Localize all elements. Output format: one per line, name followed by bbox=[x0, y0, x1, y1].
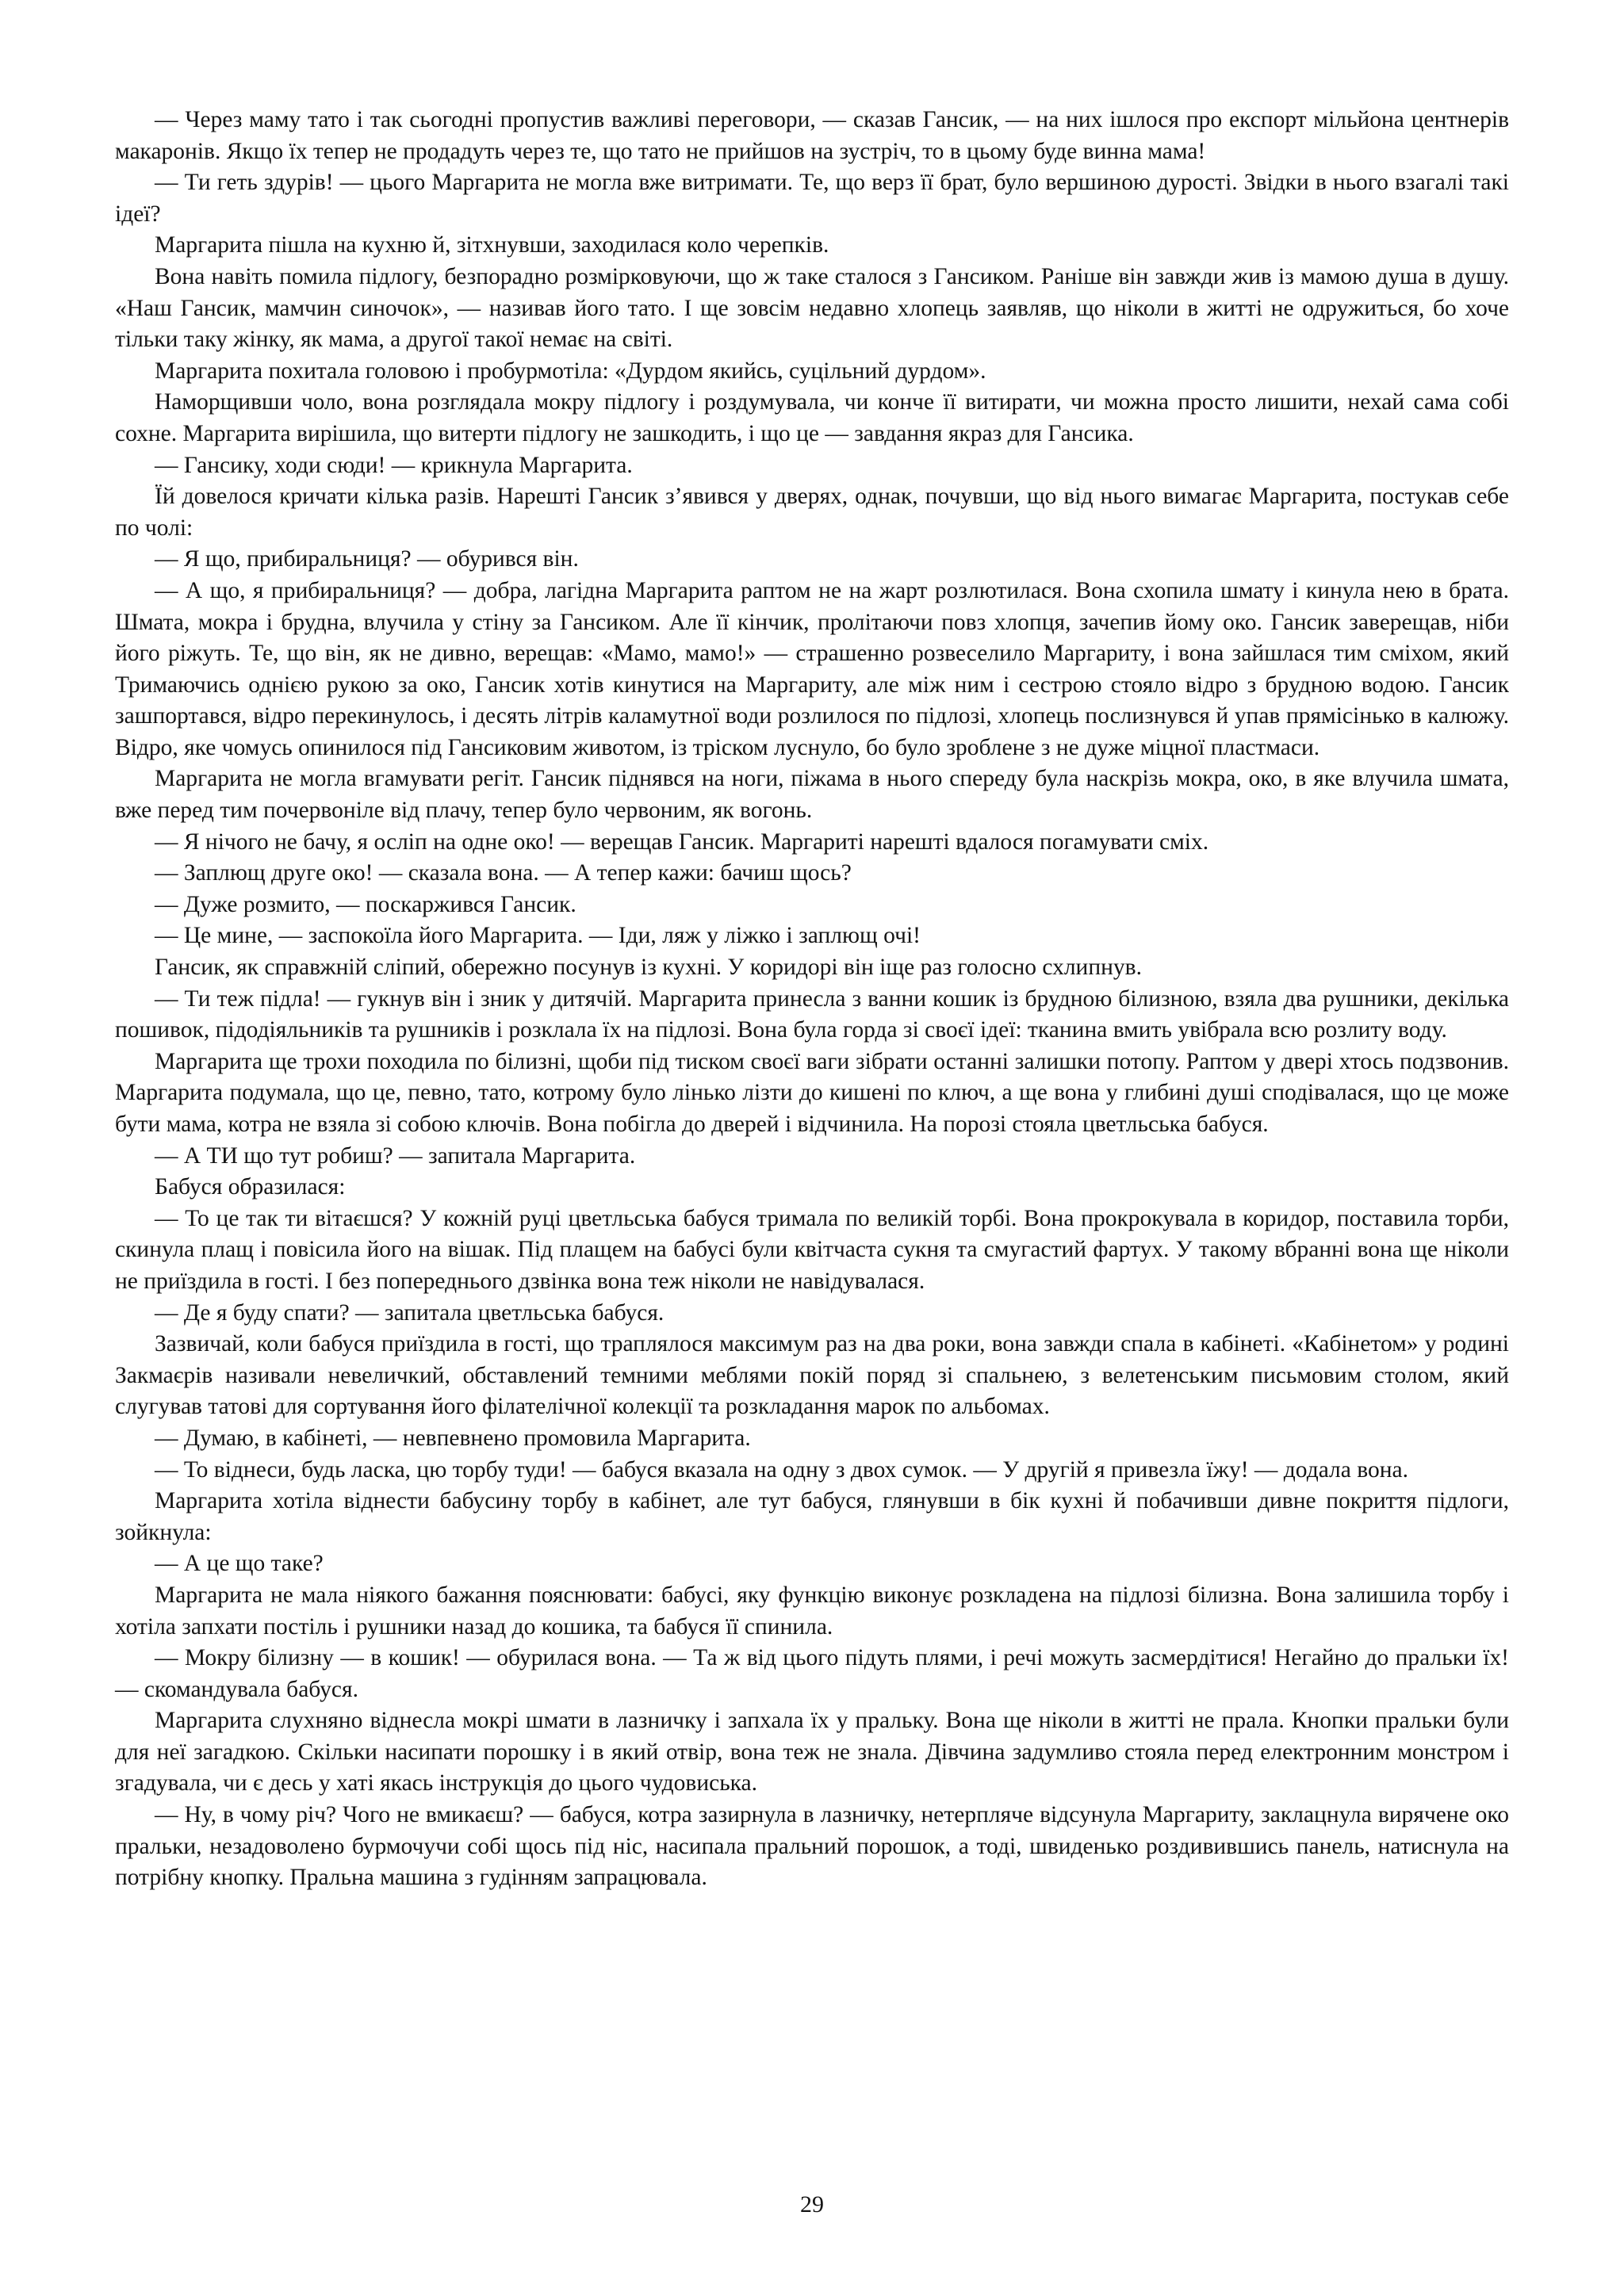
paragraph: Вона навіть помила підлогу, безпорадно розмірковуючи, що ж таке сталося з Гансиком. Раніше він завжди жив із мамою душа в душу. «Наш Гансик, мамчин синочок», — називав його тато. І ще зовсім недавно хлопець заявляв, що ніколи в житті не одружиться, бо хоче тільки таку жінку, як мама, а другої такої немає на світі. bbox=[115, 263, 1509, 353]
paragraph: — Ну, в чому річ? Чого не вмикаєш? — бабуся, котра зазирнула в лазничку, нетерпляче відсунула Маргариту, заклацнула вирячене око пральки, незадоволено бурмочучи собі щось під ніс, насипала пральний порошок, а тоді, швиденько роздивившись панель, натиснула на потрібну кнопку. Пральна машина з гудінням запрацювала. bbox=[115, 1802, 1509, 1891]
paragraph: — То це так ти вітаєшся? У кожній руці цветльська бабуся тримала по великій торбі. Вона прокрокувала в коридор, поставила торби, скинула плащ і повісила його на вішак. Під плащем на бабусі були квітчаста сукня та смугастий фартух. У такому вбранні вона ще ніколи не приїздила в гості. І без попереднього дзвінка вона теж ніколи не навідувалася. bbox=[115, 1205, 1509, 1294]
paragraph: Зазвичай, коли бабуся приїздила в гості, що траплялося максимум раз на два роки, вона завжди спала в кабінеті. «Кабінетом» у родині Закмаєрів називали невеличкий, обставлений темними меблями покій поряд зі спальнею, з велетенським письмовим столом, який слугував татові для сортування його філателічної колекції та розкладання марок по альбомах. bbox=[115, 1331, 1509, 1420]
paragraph: — Ти геть здурів! — цього Маргарита не могла вже витримати. Те, що верз її брат, було вершиною дурості. Звідки в нього взагалі такі ідеї? bbox=[115, 170, 1509, 227]
paragraph: — А це що таке? bbox=[155, 1551, 324, 1577]
paragraph: Маргарита ще трохи походила по білизні, щоби під тиском своєї ваги зібрати останні залишки потопу. Раптом у двері хтось подзвонив. Маргарита подумала, що це, певно, тато, котрому було лінько лізти до кишені по ключ, а ще вона у глибині душі сподівалася, що це може бути мама, котра не взяла зі собою ключів. Вона побігла до дверей і відчинила. На порозі стояла цветльська бабуся. bbox=[115, 1048, 1509, 1137]
paragraph: — Мокру білизну — в кошик! — обурилася вона. — Та ж від цього підуть плями, і речі можуть засмердітися! Негайно до пральки їх! — скомандувала бабуся. bbox=[115, 1645, 1509, 1702]
paragraph: Маргарита не мала ніякого бажання пояснювати: бабусі, яку функцію виконує розкладена на підлозі білизна. Вона залишила торбу і хотіла запхати постіль і рушники назад до кошика, та бабуся її спинила. bbox=[115, 1582, 1509, 1640]
paragraph: — Де я буду спати? — запитала цветльська бабуся. bbox=[155, 1299, 665, 1326]
paragraph: Маргарита не могла вгамувати регіт. Гансик піднявся на ноги, піжама в нього спереду була наскрізь мокра, око, в яке влучила шмата, вже перед тим почервоніле від плачу, тепер було червоним, як вогонь. bbox=[115, 766, 1509, 824]
paragraph: — Через маму тато і так сьогодні пропустив важливі переговори, — сказав Гансик, — на них ішлося про експорт мільйона центнерів макаронів. Якщо їх тепер не продадуть через те, що тато не прийшов на зустріч, то в цьому буде винна мама! bbox=[115, 107, 1509, 164]
paragraph: Маргарита хотіла віднести бабусину торбу в кабінет, але тут бабуся, глянувши в бік кухні й побачивши дивне покриття підлоги, зойкнула: bbox=[115, 1488, 1509, 1545]
paragraph: Маргарита похитала головою і пробурмотіла: «Дурдом якийсь, суцільний дурдом». bbox=[155, 358, 986, 384]
paragraph: — Гансику, ходи сюди! — крикнула Маргарита. bbox=[155, 452, 633, 478]
page-number: 29 bbox=[800, 2191, 824, 2218]
paragraph: Гансик, як справжній сліпий, обережно посунув із кухні. У коридорі він іще раз голосно схлипнув. bbox=[155, 955, 1142, 981]
paragraph: — То віднеси, будь ласка, цю торбу туди! — бабуся вказала на одну з двох сумок. — У другій я привезла їжу! — додала вона. bbox=[155, 1456, 1408, 1483]
paragraph: — А що, я прибиральниця? — добра, лагідна Маргарита раптом не на жарт розлютилася. Вона схопила шмату і кинула нею в брата. Шмата, мокра і брудна, влучила у стіну за Гансиком. Але її кінчик, пролітаючи повз хлопця, зачепив йому око. Гансик заверещав, ніби його ріжуть. Те, що він, як не дивно, верещав: «Мамо, мамо!» — страшенно розвеселило Маргариту, і вона зайшлася тим сміхом, який Тримаючись однією рукою за око, Гансик хотів кинутися на Маргариту, але між ним і сестрою стояло відро з брудною водою. Гансик зашпортався, відро перекинулось, і десять літрів каламутної води розлилося по підлозі, хлопець послизнувся й упав прямісінько в калюжу. Відро, яке чомусь опинилося під Гансиковим животом, із тріском луснуло, бо було зроблене з не дуже міцної пластмаси. bbox=[115, 577, 1509, 760]
paragraph: — Дуже розмито, — поскаржився Гансик. bbox=[155, 891, 576, 917]
paragraph: — Я нічого не бачу, я осліп на одне око! — верещав Гансик. Маргариті нарешті вдалося погамувати сміх. bbox=[155, 828, 1209, 855]
paragraph: Їй довелося кричати кілька разів. Нарешті Гансик з’явився у дверях, однак, почувши, що від нього вимагає Маргарита, постукав себе по чолі: bbox=[115, 484, 1509, 541]
paragraph: Маргарита пішла на кухню й, зітхнувши, заходилася коло черепків. bbox=[155, 232, 829, 258]
paragraph: — Я що, прибиральниця? — обурився він. bbox=[155, 546, 579, 572]
paragraph: Бабуся образилася: bbox=[155, 1174, 346, 1200]
paragraph: Маргарита слухняно віднесла мокрі шмати в лазничку і запхала їх у пральку. Вона ще ніколи в житті не прала. Кнопки пральки були для неї загадкою. Скільки насипати порошку і в який отвір, вона теж не знала. Дівчина задумливо стояла перед електронним монстром і згадувала, чи є десь у хаті якась інструкція до цього чудовиська. bbox=[115, 1708, 1509, 1797]
book-page bbox=[115, 105, 1509, 2245]
paragraph: — Це мине, — заспокоїла його Маргарита. — Іди, ляж у ліжко і заплющ очі! bbox=[155, 923, 921, 949]
paragraph: — Заплющ друге око! — сказала вона. — А тепер кажи: бачиш щось? bbox=[155, 860, 852, 886]
paragraph: Наморщивши чоло, вона розглядала мокру підлогу і роздумувала, чи конче її витирати, чи можна просто лишити, нехай сама собі сохне. Маргарита вирішила, що витерти підлогу не зашкодить, і що це — завдання якраз для Гансика. bbox=[115, 389, 1509, 446]
paragraph: — А ТИ що тут робиш? — запитала Маргарита. bbox=[155, 1142, 636, 1169]
paragraph: — Думаю, в кабінеті, — невпевнено промовила Маргарита. bbox=[155, 1425, 751, 1451]
body-text bbox=[115, 105, 1509, 1894]
paragraph: — Ти теж підла! — гукнув він і зник у дитячій. Маргарита принесла з ванни кошик із брудною білизною, взяла два рушники, декілька пошивок, підодіяльників та рушників і розклала їх на підлозі. Вона була горда зі своєї ідеї: тканина вмить увібрала всю розлиту воду. bbox=[115, 985, 1509, 1043]
